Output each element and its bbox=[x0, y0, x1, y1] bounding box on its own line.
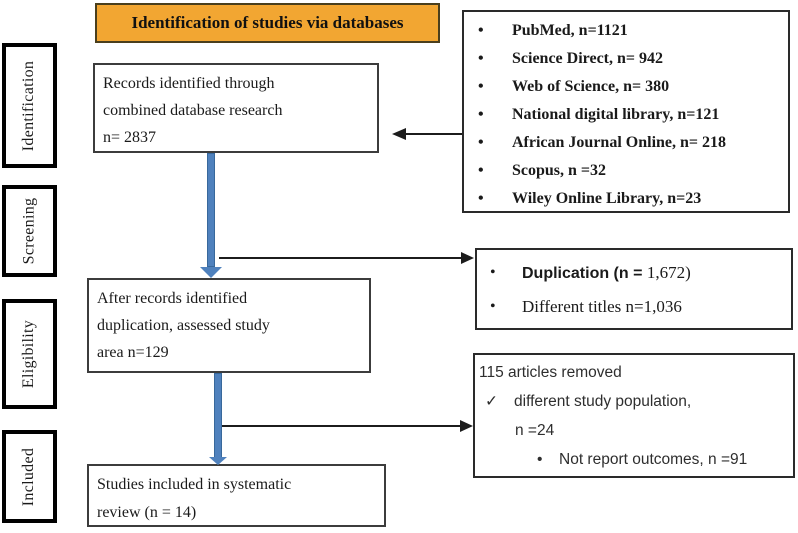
arrow-line-to-duplicates bbox=[219, 257, 462, 259]
bullet-icon: • bbox=[537, 451, 543, 468]
articles-removed-box bbox=[473, 353, 795, 478]
bullet-icon: • bbox=[478, 50, 484, 67]
arrow-down-icon bbox=[209, 457, 227, 465]
database-item bbox=[464, 73, 788, 101]
database-item bbox=[464, 157, 788, 185]
database-item bbox=[464, 185, 788, 213]
arrow-line-to-removed bbox=[222, 425, 462, 427]
records-line: Records identified through bbox=[103, 75, 275, 92]
duplicates-item-text: Different titles n=1,036 bbox=[522, 297, 682, 316]
database-item bbox=[464, 45, 788, 73]
bullet-icon: • bbox=[478, 190, 484, 207]
duplicates-item-text-sans: Duplication (n = bbox=[522, 265, 647, 282]
stage-label-text: Included bbox=[20, 447, 38, 506]
records-identified-box bbox=[93, 63, 379, 153]
database-item-text: PubMed, n=1121 bbox=[512, 22, 628, 39]
bullet-icon: • bbox=[478, 22, 484, 39]
bullet-icon: • bbox=[490, 298, 496, 315]
duplicates-item-text bbox=[522, 256, 691, 290]
arrow-right-icon bbox=[460, 420, 473, 432]
databases-list-box bbox=[462, 10, 790, 213]
bullet-icon: • bbox=[478, 78, 484, 95]
flow-arrow-screened-to-included bbox=[214, 373, 222, 458]
database-item-text: African Journal Online, n= 218 bbox=[512, 134, 727, 151]
stage-label-eligibility bbox=[2, 299, 57, 409]
screened-line: duplication, assessed study bbox=[97, 317, 270, 334]
included-line: Studies included in systematic bbox=[97, 476, 292, 493]
duplicates-item bbox=[477, 256, 791, 290]
studies-included-box bbox=[87, 464, 386, 527]
stage-label-screening bbox=[2, 185, 57, 277]
check-item-text: different study population, bbox=[514, 393, 692, 410]
bullet-icon: • bbox=[478, 106, 484, 123]
articles-removed-bullet-item bbox=[475, 445, 793, 474]
bullet-icon: • bbox=[478, 162, 484, 179]
title-banner-text: Identification of studies via databases bbox=[131, 13, 404, 32]
arrow-left-icon bbox=[392, 128, 406, 140]
screened-line: After records identified bbox=[97, 290, 248, 307]
check-icon: ✓ bbox=[485, 393, 498, 410]
database-item bbox=[464, 129, 788, 157]
check-item-text-continued: n =24 bbox=[515, 422, 555, 439]
stage-label-text: Screening bbox=[20, 197, 38, 265]
stage-label-text: Identification bbox=[20, 60, 38, 151]
duplicates-removed-box bbox=[475, 248, 793, 330]
stage-label-included bbox=[2, 430, 57, 523]
database-item-text: Wiley Online Library, n=23 bbox=[512, 190, 702, 207]
database-item-text: Web of Science, n= 380 bbox=[512, 78, 670, 95]
duplicates-item bbox=[477, 290, 791, 323]
database-item-text: National digital library, n=121 bbox=[512, 106, 720, 123]
records-line: combined database research bbox=[103, 102, 283, 119]
articles-removed-check-item bbox=[475, 387, 793, 416]
database-item bbox=[464, 17, 788, 45]
after-duplication-box bbox=[87, 278, 371, 373]
screened-line: area n=129 bbox=[97, 344, 169, 361]
bullet-item-text: Not report outcomes, n =91 bbox=[559, 451, 748, 468]
flow-arrow-records-to-screened bbox=[207, 153, 215, 267]
included-line: review (n = 14) bbox=[97, 504, 197, 521]
arrow-down-icon bbox=[200, 267, 222, 278]
database-item-text: Science Direct, n= 942 bbox=[512, 50, 664, 67]
arrow-line-databases-to-records bbox=[404, 133, 462, 135]
duplicates-item-text-serif: 1,672) bbox=[646, 263, 691, 282]
database-item bbox=[464, 101, 788, 129]
arrow-right-icon bbox=[461, 252, 474, 264]
stage-label-identification bbox=[2, 43, 57, 168]
articles-removed-title: 115 articles removed bbox=[479, 364, 622, 381]
title-banner bbox=[95, 3, 440, 43]
bullet-icon: • bbox=[490, 264, 496, 281]
bullet-icon: • bbox=[478, 134, 484, 151]
records-line: n= 2837 bbox=[103, 129, 157, 146]
database-item-text: Scopus, n =32 bbox=[512, 162, 607, 179]
stage-label-text: Eligibility bbox=[20, 319, 38, 389]
